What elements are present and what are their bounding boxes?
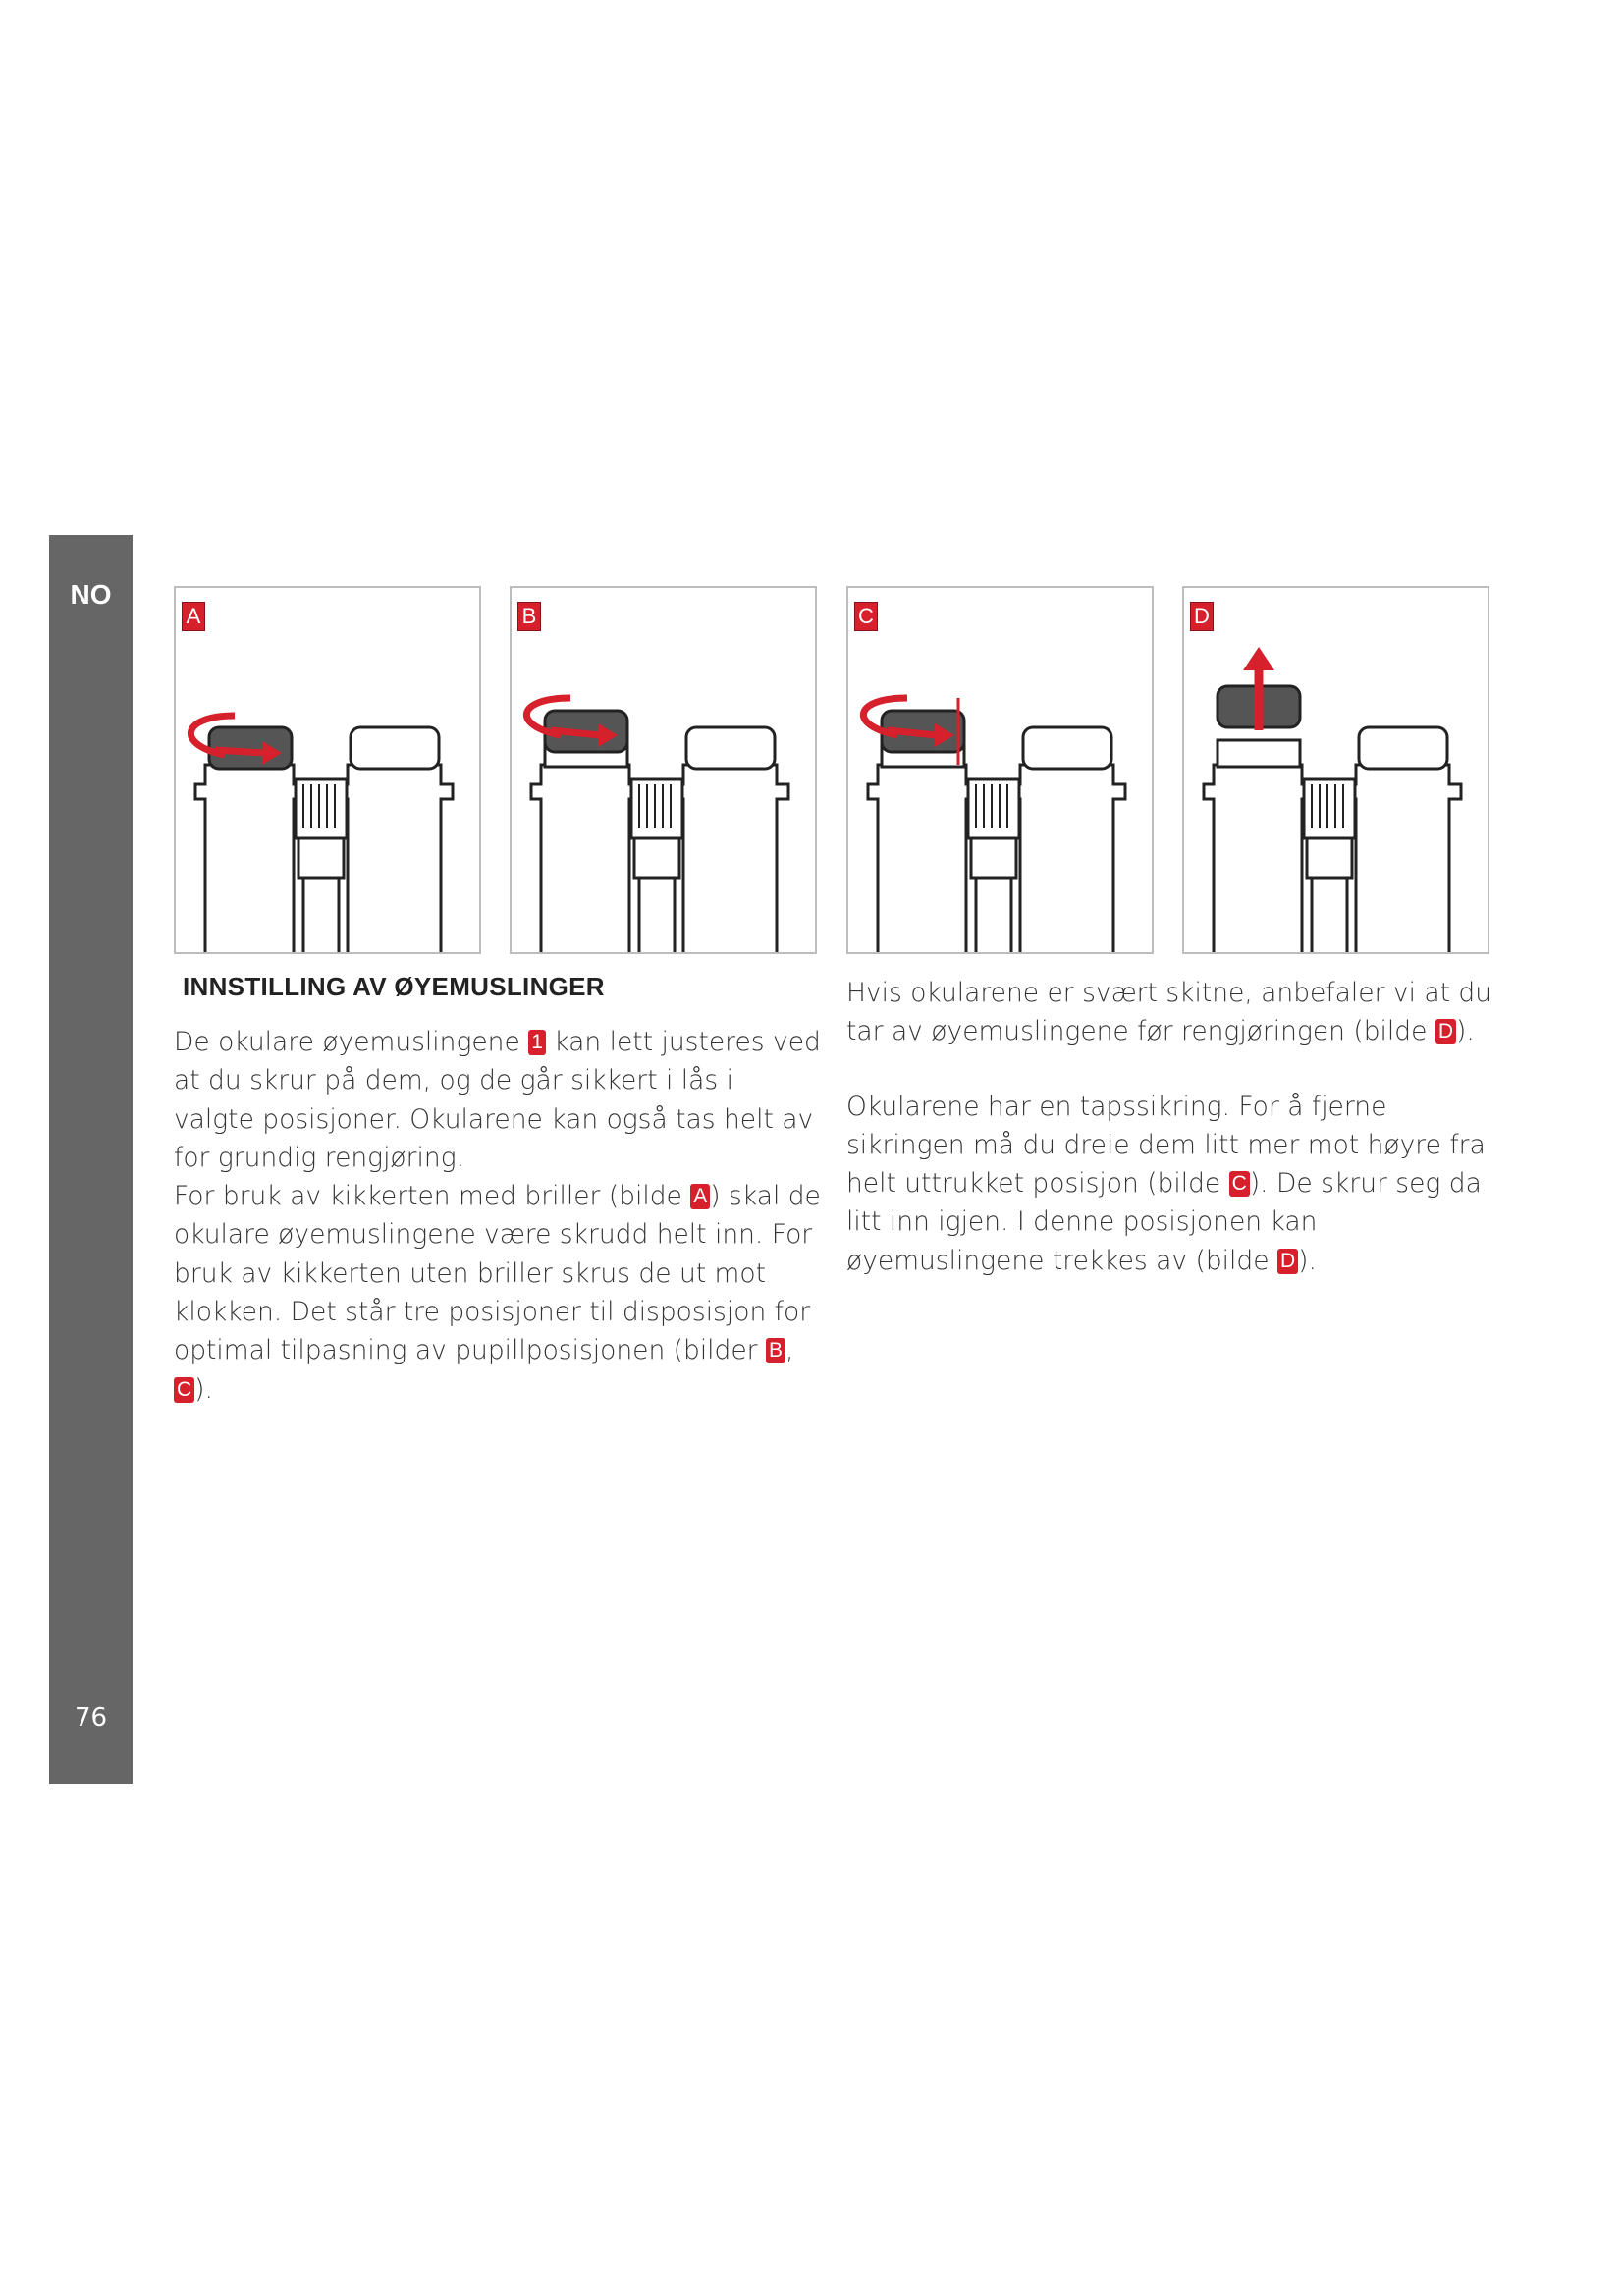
text-run: , (785, 1335, 794, 1366)
page-number: 76 (74, 1703, 108, 1733)
text-run: ). (1456, 1016, 1475, 1047)
text-run: ). (194, 1373, 213, 1405)
figure-label-b: B (517, 602, 541, 631)
ref-badge: C (174, 1377, 194, 1403)
text-run: ). (1298, 1245, 1317, 1276)
binocular-illustration-c (848, 588, 1152, 952)
ref-badge: 1 (528, 1030, 546, 1055)
paragraph (174, 1177, 822, 1409)
ref-badge: A (690, 1184, 710, 1209)
binocular-illustration-d (1184, 588, 1488, 952)
figure-label-d: D (1190, 602, 1214, 631)
figure-b (510, 586, 817, 954)
binocular-illustration-b (512, 588, 815, 952)
text-run: Hvis okularene er svært skitne, anbefaler vi at du tar av øyemuslingene før rengjøringen (bilde (846, 978, 1492, 1047)
figure-label-a: A (182, 602, 205, 631)
paragraph (846, 974, 1494, 1051)
text-run: For bruk av kikkerten med briller (bilde (174, 1181, 691, 1212)
ref-badge: C (1229, 1171, 1250, 1197)
text-run: ) skal de okulare øyemuslingene være skrudd helt inn. For bruk av kikkerten uten briller skrus de ut mot klokken. Det står tre posisjoner til disposisjon for optimal tilpasning av pupillposisjonen (bilder (174, 1181, 821, 1366)
text-run: Okularene har en tapssikring. For å fjerne sikringen må du dreie dem litt mer mot høyre fra helt uttrukket posisjon (bilde (846, 1091, 1486, 1200)
language-sidebar (49, 535, 133, 1784)
text-run: kan lett justeres ved at du skrur på dem, og de går sikkert i lås i valgte posisjoner. Okularene kan også tas helt av for grundig rengjøring. (174, 1027, 821, 1173)
figure-c (846, 586, 1154, 954)
binocular-illustration-a (176, 588, 479, 952)
left-column (174, 1023, 822, 1409)
text-run: ). De skrur seg da litt inn igjen. I denne posisjonen kan øyemuslingene trekkes av (bilde (846, 1168, 1482, 1276)
ref-badge: B (766, 1338, 785, 1363)
right-column (846, 974, 1494, 1280)
ref-badge: D (1435, 1019, 1456, 1044)
figure-label-c: C (854, 602, 878, 631)
figure-a (174, 586, 481, 954)
figure-d (1182, 586, 1489, 954)
section-heading: INNSTILLING AV ØYEMUSLINGER (183, 972, 605, 1001)
language-code: NO (70, 579, 112, 610)
paragraph (846, 1088, 1494, 1280)
text-run: De okulare øyemuslingene (174, 1027, 529, 1057)
paragraph (174, 1023, 822, 1177)
ref-badge: D (1277, 1249, 1298, 1274)
